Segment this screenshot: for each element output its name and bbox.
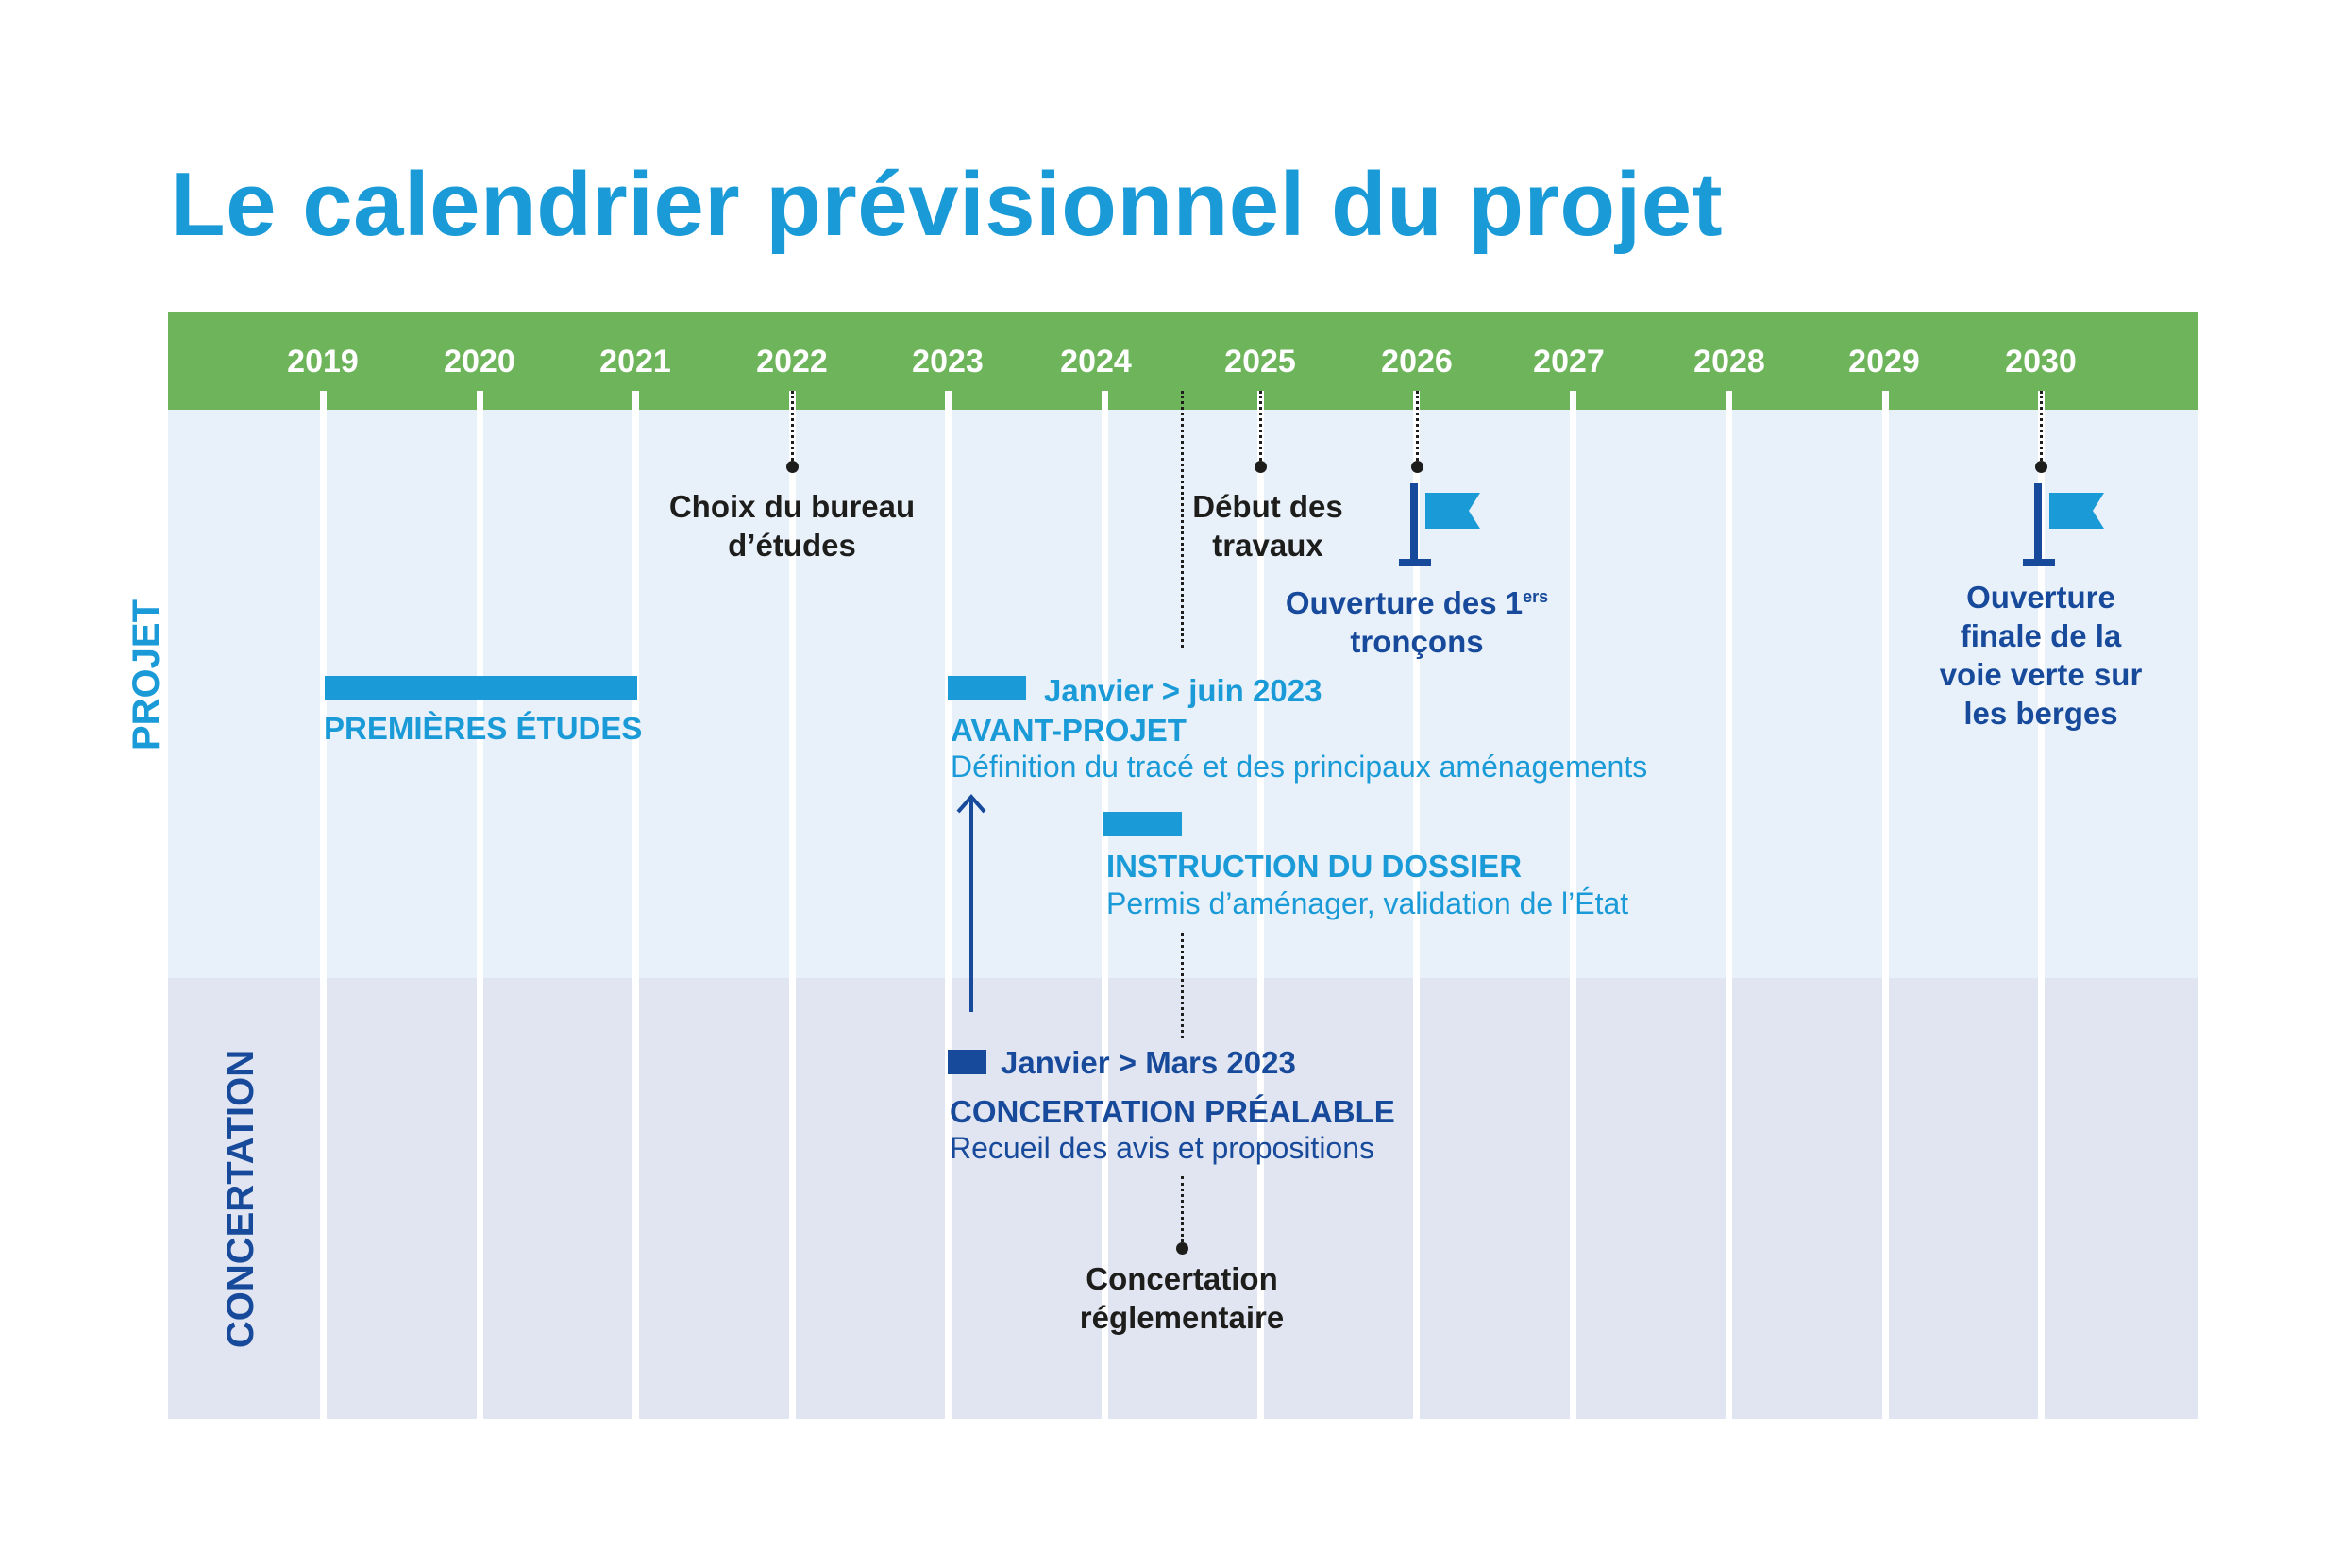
row-label-projet: PROJET <box>126 599 167 751</box>
milestone-dot <box>1176 1242 1188 1255</box>
flag-icon <box>1399 483 1484 568</box>
milestone-text: les berges <box>1963 696 2118 731</box>
milestone-ouverture-finale <box>1904 578 2178 733</box>
phase-date-avant-projet: Janvier > juin 2023 <box>1044 673 1322 708</box>
phase-label-avant-projet: AVANT-PROJET <box>951 713 1187 748</box>
milestone-concertation-reglementaire <box>1040 1259 1323 1337</box>
milestone-debut-travaux <box>1126 487 1409 565</box>
milestone-text: tronçons <box>1350 624 1484 659</box>
separator-dotted-line <box>1181 391 1184 648</box>
milestone-text: réglementaire <box>1079 1300 1285 1335</box>
phase-desc-concertation: Recueil des avis et propositions <box>950 1131 1375 1165</box>
milestone-text: Concertation <box>1086 1261 1278 1296</box>
year-label: 2027 <box>1533 344 1605 379</box>
year-label: 2020 <box>444 344 515 379</box>
milestone-text: travaux <box>1212 528 1323 563</box>
milestone-text: Choix du bureau <box>668 489 916 524</box>
phase-desc-avant-projet: Définition du tracé et des principaux aménagements <box>951 750 1648 784</box>
year-gridline <box>1882 391 1889 1419</box>
page-title: Le calendrier prévisionnel du projet <box>170 154 1724 255</box>
phase-date-concertation: Janvier > Mars 2023 <box>1001 1045 1296 1080</box>
flag-icon <box>2023 483 2108 568</box>
milestone-connector <box>1259 391 1262 466</box>
milestone-choix-bureau <box>650 487 934 565</box>
phase-label-instruction: INSTRUCTION DU DOSSIER <box>1106 849 1523 884</box>
milestone-dot <box>2035 461 2047 473</box>
milestone-connector <box>1416 391 1419 466</box>
milestone-text: Ouverture <box>1966 580 2115 615</box>
milestone-text: voie verte sur <box>1939 657 2143 692</box>
arrow-up-icon <box>955 793 987 1014</box>
year-gridline <box>632 391 639 1419</box>
milestone-text: finale de la <box>1960 618 2122 653</box>
milestone-connector <box>2040 391 2043 466</box>
milestone-text: Début des <box>1192 489 1343 524</box>
year-label: 2019 <box>287 344 359 379</box>
milestone-dot <box>786 461 799 473</box>
phase-desc-instruction: Permis d’aménager, validation de l’État <box>1106 886 1629 920</box>
year-label: 2023 <box>912 344 984 379</box>
row-label-concertation: CONCERTATION <box>220 1049 261 1349</box>
milestone-text: Ouverture des 1ers <box>1285 585 1549 620</box>
year-label: 2030 <box>2005 344 2077 379</box>
year-gridline <box>945 391 952 1419</box>
year-label: 2021 <box>599 344 671 379</box>
year-label: 2024 <box>1060 344 1132 379</box>
year-label: 2025 <box>1224 344 1296 379</box>
milestone-connector <box>1181 1176 1184 1248</box>
year-label: 2029 <box>1848 344 1920 379</box>
phase-bar-instruction <box>1103 812 1182 836</box>
milestone-connector <box>791 391 794 466</box>
separator-dotted-line <box>1181 933 1184 1038</box>
year-gridline <box>477 391 483 1419</box>
phase-bar-premieres-etudes <box>325 676 637 700</box>
year-gridline <box>320 391 327 1419</box>
phase-label-concertation: CONCERTATION PRÉALABLE <box>950 1094 1395 1129</box>
milestone-dot <box>1255 461 1267 473</box>
milestone-dot <box>1411 461 1423 473</box>
milestone-text: d’études <box>728 528 856 563</box>
milestone-ouverture-troncons <box>1252 578 1582 661</box>
phase-bar-avant-projet <box>948 676 1026 700</box>
year-gridline <box>1726 391 1732 1419</box>
phase-label-premieres-etudes: PREMIÈRES ÉTUDES <box>324 711 643 746</box>
phase-bar-concertation <box>948 1050 986 1074</box>
year-label: 2028 <box>1693 344 1765 379</box>
year-label: 2022 <box>756 344 828 379</box>
year-label: 2026 <box>1381 344 1453 379</box>
